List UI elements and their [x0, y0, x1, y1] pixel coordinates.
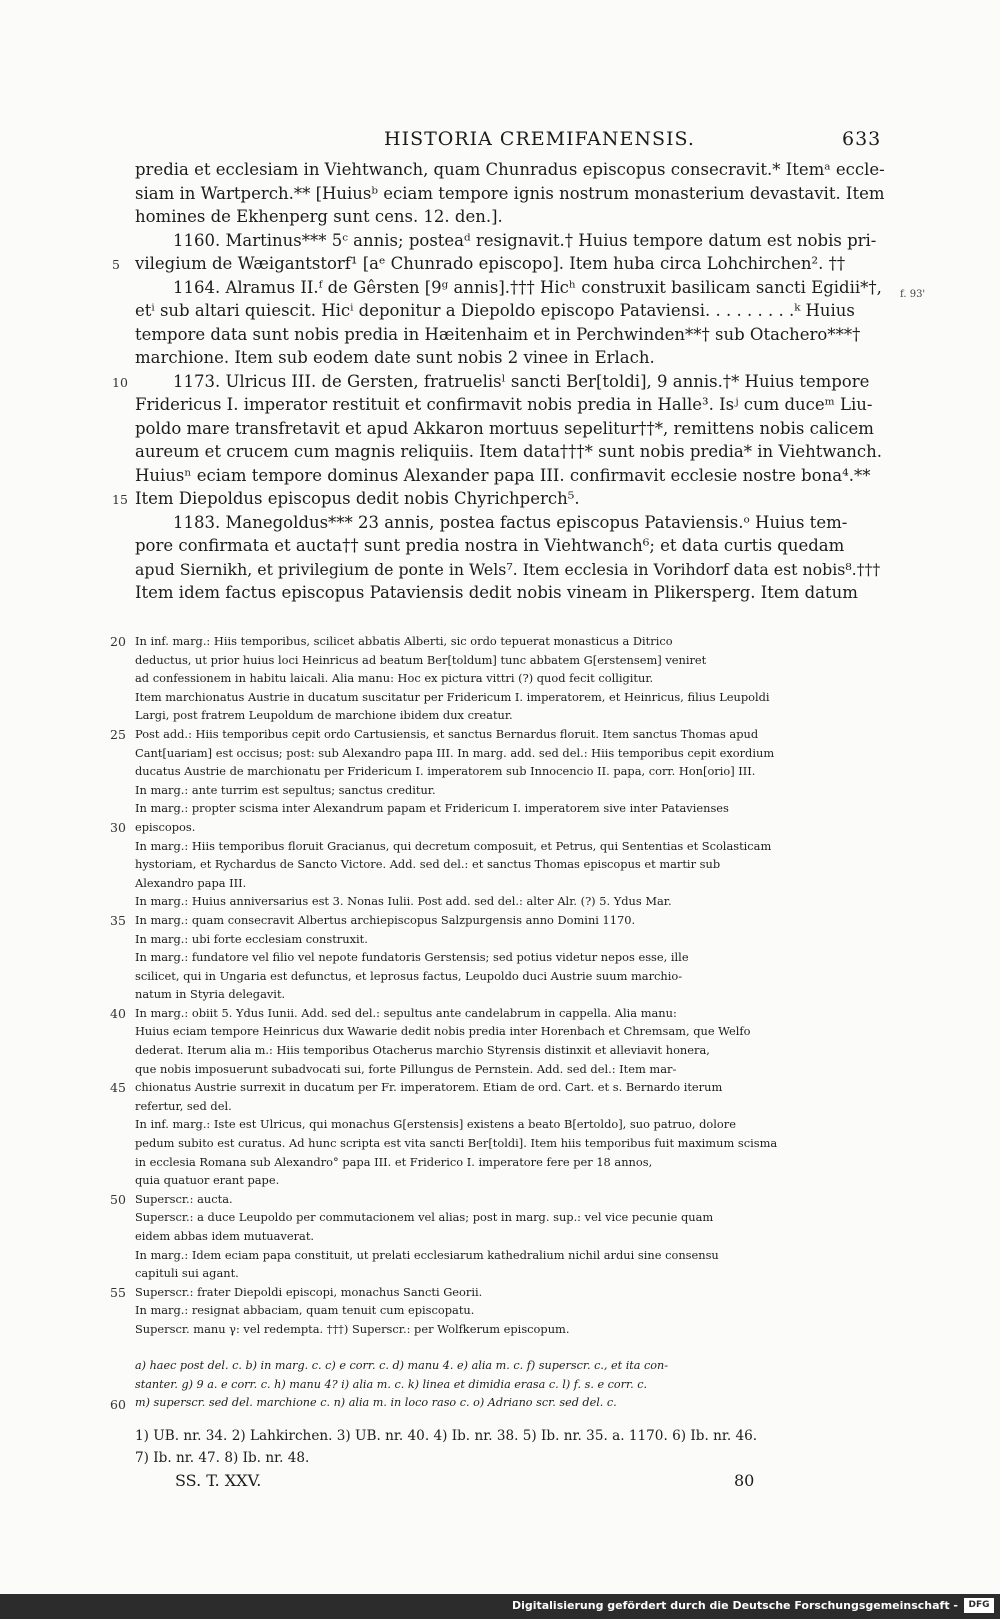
- banner-text: Digitalisierung gefördert durch die Deutsche Forschungsgemeinschaft -: [511, 1599, 958, 1612]
- text-line: tempore data sunt nobis predia in Hæitenhaim et in Perchwinden**† sub Otachero***†: [135, 324, 861, 344]
- text-line: predia et ecclesiam in Viehtwanch, quam Chunradus episcopus consecravit.* Itemᵃ eccle-: [135, 160, 885, 179]
- text-line: Huiusⁿ eciam tempore dominus Alexander papa III. confirmavit ecclesie nostre bona⁴.**: [135, 465, 871, 485]
- text-line: vilegium de Wæigantstorf¹ [aᵉ Chunrado episcopo]. Item huba circa Lohchirchen². ††: [135, 254, 846, 273]
- footnote-line: [135, 1097, 891, 1116]
- footnote-line: [135, 1115, 891, 1134]
- footnote-text: in ecclesia Romana sub Alexandro° papa III. et Friderico I. imperatore fere per 18 annos,: [135, 1154, 653, 1169]
- footnote-text: dederat. Iterum alia m.: Hiis temporibus Otacherus marchio Styrensis distinxit et alleviavit honera,: [135, 1043, 710, 1058]
- footnote-text: In marg.: propter scisma inter Alexandrum papam et Fridericum I. imperatorem sive inter Patavienses: [135, 801, 729, 816]
- footnote-line: [135, 1078, 891, 1097]
- footnote-line: [135, 781, 891, 800]
- footnote-text: deductus, ut prior huius loci Heinricus ad beatum Ber[toldum] tunc abbatem G[erstensem] veniret: [135, 652, 707, 667]
- footnote-text: Superscr.: frater Diepoldi episcopi, monachus Sancti Georii.: [135, 1284, 483, 1299]
- text-line: apud Siernikh, et privilegium de ponte in Wels⁷. Item ecclesia in Vorihdorf data est nobis⁸.†††: [135, 559, 881, 579]
- footnote-text: natum in Styria delegavit.: [135, 987, 286, 1002]
- apparatus-line: stanter. g) 9 a. e corr. c. h) manu 4? i) alia m. c. k) linea et dimidia erasa c. l) f. s. e corr. c.: [135, 1377, 648, 1391]
- footnote-text: ducatus Austrie de marchionatu per Fridericum I. imperatorem sub Innocencio II. papa, corr. Hon[orio] III.: [135, 764, 756, 779]
- footnote-text: pedum subito est curatus. Ad hunc scripta est vita sancti Ber[toldi]. Item hiis temporibus fuit maximum scisma: [135, 1136, 778, 1151]
- footnote-text: In marg.: quam consecravit Albertus archiepiscopus Salzpurgensis anno Domini 1170.: [135, 912, 636, 927]
- footnote-line: [135, 930, 891, 949]
- footnote-text: Superscr. manu γ: vel redempta. †††) Superscr.: per Wolfkerum episcopum.: [135, 1321, 570, 1336]
- text-line: poldo mare transfretavit et apud Akkaron mortuus sepelitur††*, remittens nobis calicem: [135, 418, 874, 438]
- footnote-text: In marg.: fundatore vel filio vel nepote fundatoris Gerstensis; sed potius videtur nepos esse, ille: [135, 950, 689, 965]
- source-references: [135, 1425, 895, 1469]
- text-line: marchione. Item sub eodem date sunt nobis 2 vinee in Erlach.: [135, 348, 655, 367]
- footnote-line: [135, 669, 891, 688]
- footnote-line: [135, 1320, 891, 1339]
- running-title: HISTORIA CREMIFANENSIS.: [384, 128, 695, 150]
- footnote-line: [135, 688, 891, 707]
- footnote-line: [135, 1246, 891, 1265]
- footnote-text: que nobis imposuerunt subadvocati sui, forte Pillungus de Pernstein. Add. sed del.: Item mar-: [135, 1061, 677, 1076]
- footnote-text: quia quatuor erant pape.: [135, 1173, 280, 1188]
- footnote-text: scilicet, qui in Ungaria est defunctus, et leprosus factus, Leupoldo duci Austrie suum marchio-: [135, 968, 683, 983]
- footnote-text: capituli sui agant.: [135, 1266, 239, 1281]
- footnote-line: [135, 1227, 891, 1246]
- footnote-text: hystoriam, et Rychardus de Sancto Victore. Add. sed del.: et sanctus Thomas episcopus et martir sub: [135, 857, 721, 872]
- apparatus-line: m) superscr. sed del. marchione c. n) alia m. in loco raso c. o) Adriano scr. sed del. c.: [135, 1396, 617, 1409]
- footnote-text: eidem abbas idem mutuaverat.: [135, 1229, 315, 1243]
- footnote-line: [135, 706, 891, 725]
- footnote-text: Huius eciam tempore Heinricus dux Wawarie dedit nobis predia inter Horenbach et Chremsam, que Welfo: [135, 1024, 751, 1039]
- footnote-text: In marg.: Hiis temporibus floruit Gracianus, qui decretum composuit, et Petrus, qui Sententias et Scolasticam: [135, 838, 772, 853]
- footnote-text: episcopos.: [135, 819, 196, 834]
- footnote-text: chionatus Austrie surrexit in ducatum per Fr. imperatorem. Etiam de ord. Cart. et s. Bernardo iterum: [135, 1080, 723, 1095]
- footnote-line: [135, 1171, 891, 1190]
- footnote-line: [135, 651, 891, 670]
- footnote-text: In marg.: Idem eciam papa constituit, ut prelati ecclesiarum kathedralium nichil ardui sine consensu: [135, 1247, 719, 1262]
- footer-sheet-number: 80: [734, 1471, 755, 1490]
- footnote-line: [135, 1283, 891, 1302]
- footnote-line: [135, 1153, 891, 1172]
- footnote-line: [135, 1134, 891, 1153]
- footnote-line: [135, 799, 891, 818]
- footnote-line: [135, 1208, 891, 1227]
- source-line: 7) Ib. nr. 47. 8) Ib. nr. 48.: [135, 1450, 310, 1466]
- line-number: 25: [110, 727, 126, 742]
- text-line: homines de Ekhenperg sunt cens. 12. den.].: [135, 207, 503, 226]
- text-line: 1160. Martinus*** 5ᶜ annis; posteaᵈ resignavit.† Huius tempore datum est nobis pri-: [173, 230, 877, 250]
- footnote-line: [135, 967, 891, 986]
- footnote-line: [135, 725, 891, 744]
- text-line: pore confirmata et aucta†† sunt predia nostra in Viehtwanch⁶; et data curtis quedam: [135, 536, 845, 555]
- footnote-text: In marg.: ubi forte ecclesiam construxit.: [135, 931, 368, 946]
- line-number: 20: [110, 634, 126, 649]
- main-text: [135, 158, 891, 605]
- footnote-line: [135, 911, 891, 930]
- text-line: 1164. Alramus II.ᶠ de Gêrsten [9ᵍ annis].††† Hicʰ construxit basilicam sancti Egidii*†,: [173, 277, 882, 297]
- critical-apparatus: [135, 1357, 895, 1413]
- footnote-text: Cant[uariam] est occisus; post: sub Alexandro papa III. In marg. add. sed del.: Hiis temporibus cepit exordium: [135, 745, 775, 760]
- text-line: siam in Wartperch.** [Huiusᵇ eciam tempore ignis nostrum monasterium devastavit. Item: [135, 183, 885, 203]
- footnote-line: [135, 948, 891, 967]
- footnote-line: [135, 1190, 891, 1209]
- text-line: aureum et crucem cum magnis reliquiis. Item data†††* sunt nobis predia* in Viehtwanch.: [135, 442, 883, 461]
- footnote-line: [135, 892, 891, 911]
- footnote-text: In inf. marg.: Iste est Ulricus, qui monachus G[erstensis] existens a beato B[ertoldo], suo patruo, dolore: [135, 1117, 736, 1132]
- footnote-line: [135, 837, 891, 856]
- digitization-banner: [0, 1594, 1000, 1619]
- footnote-text: In marg.: ante turrim est sepultus; sanctus creditur.: [135, 782, 436, 797]
- footnote-line: [135, 762, 891, 781]
- footnote-line: [135, 744, 891, 763]
- source-line: 1) UB. nr. 34. 2) Lahkirchen. 3) UB. nr. 40. 4) Ib. nr. 38. 5) Ib. nr. 35. a. 1170. 6) Ib. nr. 46.: [135, 1428, 758, 1444]
- footnote-line: [135, 855, 891, 874]
- footnote-text: Item marchionatus Austrie in ducatum suscitatur per Fridericum I. imperatorem, et Heinricus, filius Leupoldi: [135, 689, 770, 704]
- text-line: etⁱ sub altari quiescit. Hicⁱ deponitur a Diepoldo episcopo Pataviensi. . . . . . . . .ᵏ Huius: [135, 301, 855, 320]
- line-number: 10: [112, 374, 128, 390]
- text-line: 1173. Ulricus III. de Gersten, fratruelisˡ sancti Ber[toldi], 9 annis.†* Huius tempore: [173, 371, 870, 391]
- page-number: 633: [842, 128, 882, 150]
- line-number: 40: [110, 1006, 126, 1021]
- footnote-line: [135, 1301, 891, 1320]
- footnote-line: [135, 874, 891, 893]
- line-number: 30: [110, 820, 126, 835]
- footnote-line: [135, 1264, 891, 1283]
- line-number: 5: [112, 257, 120, 272]
- footnotes: [135, 632, 891, 1339]
- line-number: 45: [110, 1080, 126, 1096]
- line-number: 55: [110, 1285, 126, 1300]
- line-number-60: 60: [110, 1397, 126, 1412]
- footnote-line: [135, 632, 891, 651]
- footnote-text: In marg.: resignat abbaciam, quam tenuit cum episcopatu.: [135, 1303, 475, 1318]
- text-line: 1183. Manegoldus*** 23 annis, postea factus episcopus Pataviensis.ᵒ Huius tem-: [173, 512, 848, 532]
- footnote-line: [135, 1004, 891, 1023]
- apparatus-line: a) haec post del. c. b) in marg. c. c) e corr. c. d) manu 4. e) alia m. c. f) superscr. c., et ita con-: [135, 1359, 668, 1372]
- line-number: 35: [110, 913, 126, 928]
- line-number: 50: [110, 1192, 126, 1207]
- text-line: Item Diepoldus episcopus dedit nobis Chyrichperch⁵.: [135, 489, 580, 508]
- footnote-line: [135, 985, 891, 1004]
- footer-series: SS. T. XXV.: [175, 1471, 262, 1490]
- footnote-text: Largi, post fratrem Leupoldum de marchione ibidem dux creatur.: [135, 708, 513, 723]
- margin-note: f. 93': [900, 289, 926, 300]
- footnote-line: [135, 818, 891, 837]
- footnote-line: [135, 1041, 891, 1060]
- footnote-line: [135, 1022, 891, 1041]
- footnote-line: [135, 1060, 891, 1079]
- footnote-text: Alexandro papa III.: [135, 875, 247, 890]
- footnote-text: In marg.: Huius anniversarius est 3. Nonas Iulii. Post add. sed del.: alter Alr. (?) 5. Ydus Mar.: [135, 894, 672, 909]
- footnote-text: ad confessionem in habitu laicali. Alia manu: Hoc ex pictura vittri (?) quod fecit colligitur.: [135, 671, 654, 686]
- footnote-text: In marg.: obiit 5. Ydus Iunii. Add. sed del.: sepultus ante candelabrum in cappella. Alia manu:: [135, 1005, 677, 1020]
- footnote-text: Superscr.: a duce Leupoldo per commutacionem vel alias; post in marg. sup.: vel vice pecunie quam: [135, 1210, 714, 1225]
- line-number: 15: [112, 492, 128, 507]
- footnote-text: refertur, sed del.: [135, 1098, 232, 1113]
- text-line: Fridericus I. imperator restituit et confirmavit nobis predia in Halle³. Isʲ cum duceᵐ Liu-: [135, 395, 873, 414]
- footnote-text: Superscr.: aucta.: [135, 1191, 233, 1206]
- footnote-text: Post add.: Hiis temporibus cepit ordo Cartusiensis, et sanctus Bernardus floruit. Item sanctus Thomas apud: [135, 726, 759, 741]
- dfg-logo-icon: DFG: [964, 1598, 994, 1613]
- footnote-text: In inf. marg.: Hiis temporibus, scilicet abbatis Alberti, sic ordo tepuerat monasticus a Ditrico: [135, 634, 673, 648]
- text-line: Item idem factus episcopus Pataviensis dedit nobis vineam in Plikersperg. Item datum: [135, 583, 858, 602]
